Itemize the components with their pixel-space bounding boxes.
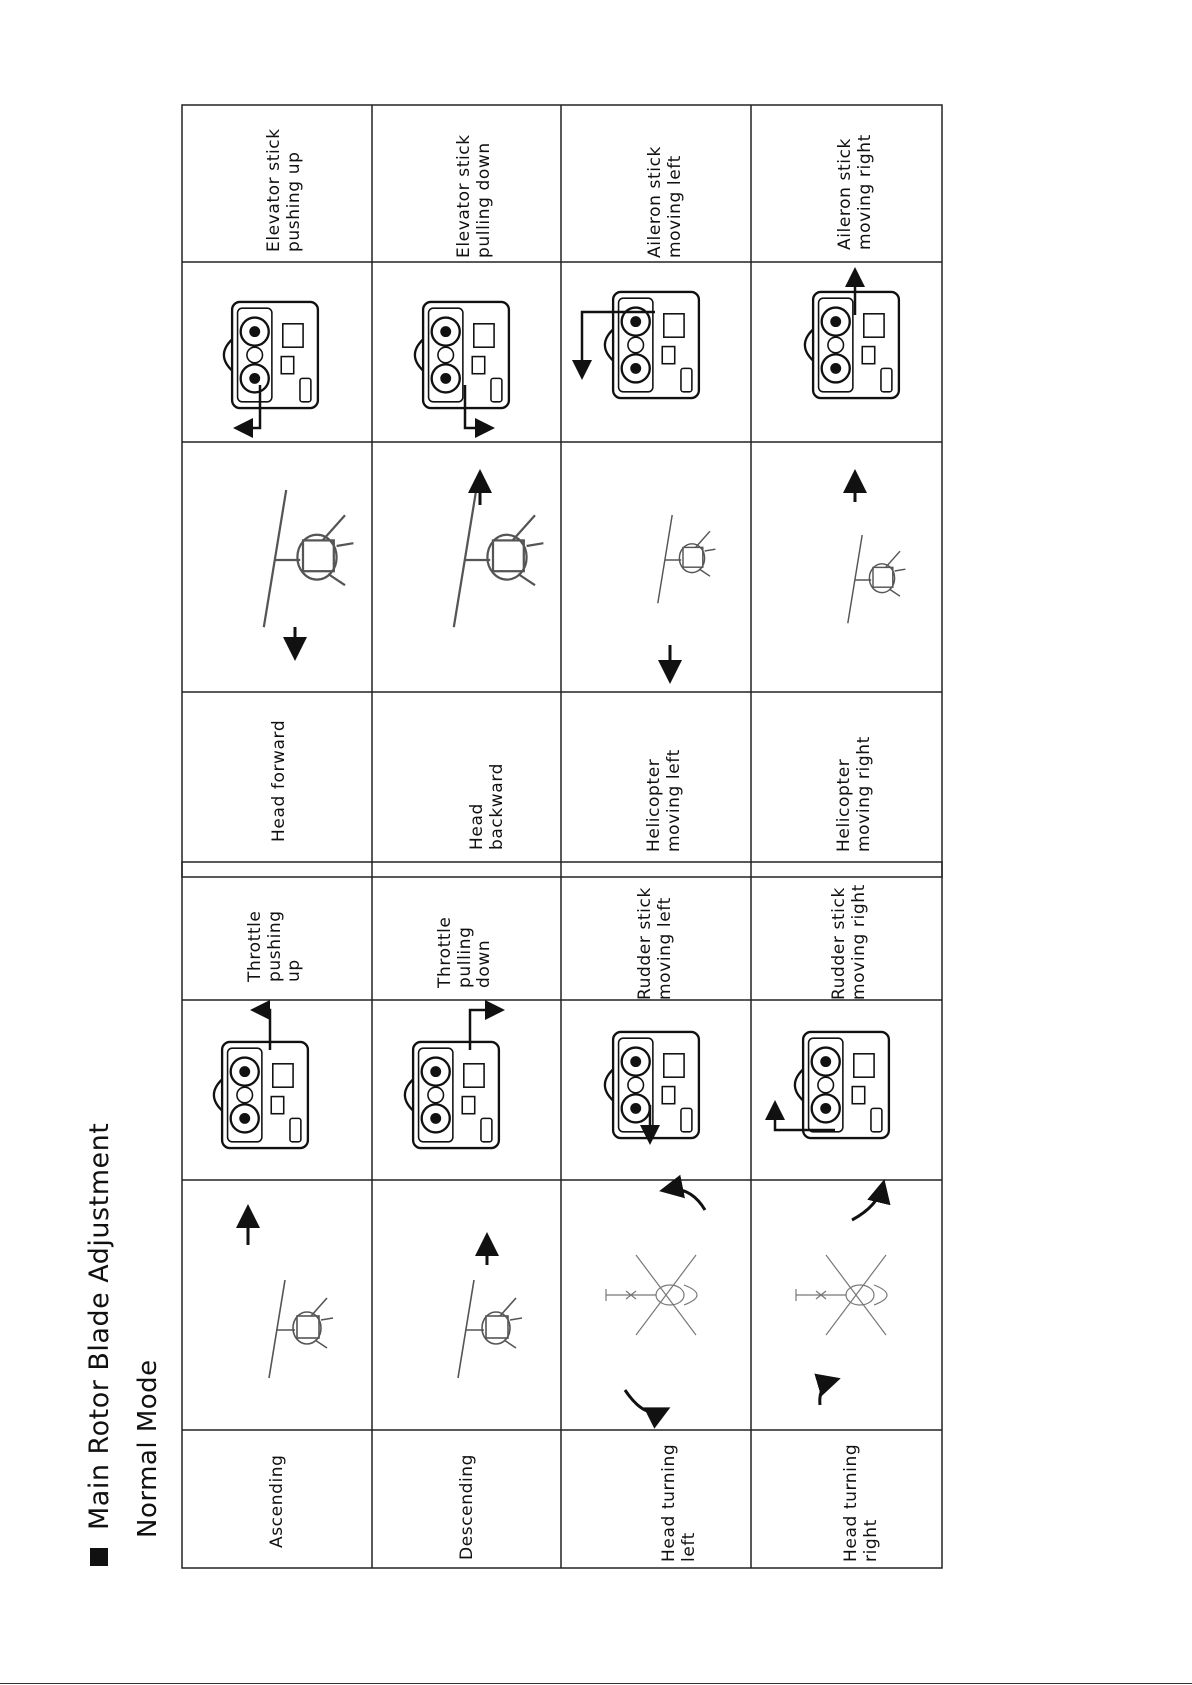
direction-arrow-icon bbox=[820, 1380, 835, 1405]
action-label-helicopter-right: Helicopter moving right bbox=[834, 736, 874, 852]
helicopter-side-icon bbox=[848, 535, 906, 623]
helicopter-side-icon bbox=[264, 490, 354, 627]
action-label-head-backward: Head backward bbox=[467, 762, 507, 850]
transmitter-icon bbox=[224, 302, 318, 408]
action-label-head-turning-right: Head turning right bbox=[841, 1443, 881, 1562]
action-label-descending: Descending bbox=[457, 1453, 477, 1560]
transmitter-icon bbox=[605, 1032, 699, 1138]
helicopter-side-icon bbox=[658, 515, 716, 603]
transmitter-icon bbox=[415, 302, 509, 408]
transmitter-icon bbox=[214, 1042, 308, 1148]
direction-arrow-icon bbox=[852, 1185, 883, 1220]
stick-label-aileron-left: Aileron stick moving left bbox=[645, 146, 685, 258]
direction-arrow-icon bbox=[625, 1390, 665, 1413]
page-title: Main Rotor Blade Adjustment bbox=[84, 1122, 115, 1530]
stick-label-aileron-right: Aileron stick moving right bbox=[835, 134, 875, 250]
stick-label-rudder-right: Rudder stick moving right bbox=[829, 884, 869, 1000]
action-label-head-forward: Head forward bbox=[269, 719, 289, 842]
stick-label-elevator-down: Elevator stick pulling down bbox=[454, 134, 494, 258]
stick-label-rudder-left: Rudder stick moving left bbox=[635, 887, 675, 1000]
transmitter-icon bbox=[605, 292, 699, 398]
action-label-ascending: Ascending bbox=[267, 1454, 287, 1548]
transmitter-icon bbox=[805, 292, 899, 398]
action-label-head-turning-left: Head turning left bbox=[659, 1443, 699, 1562]
transmitter-icon bbox=[795, 1032, 889, 1138]
helicopter-top-icon bbox=[606, 1255, 697, 1335]
transmitter-icon bbox=[405, 1042, 499, 1148]
helicopter-side-icon bbox=[458, 1280, 522, 1378]
page-subtitle: Normal Mode bbox=[133, 1359, 163, 1538]
helicopter-side-icon bbox=[454, 490, 544, 627]
helicopter-top-icon bbox=[796, 1255, 887, 1335]
direction-arrow-icon bbox=[665, 1189, 705, 1210]
stick-label-elevator-up: Elevator stick pushing up bbox=[264, 128, 304, 252]
action-label-helicopter-left: Helicopter moving left bbox=[644, 749, 684, 852]
stick-label-throttle-down: Throttle pulling down bbox=[435, 916, 495, 988]
helicopter-side-icon bbox=[269, 1280, 333, 1378]
page-bottom-rule bbox=[0, 1683, 1192, 1684]
stick-label-throttle-up: Throttle pushing up bbox=[245, 910, 305, 982]
